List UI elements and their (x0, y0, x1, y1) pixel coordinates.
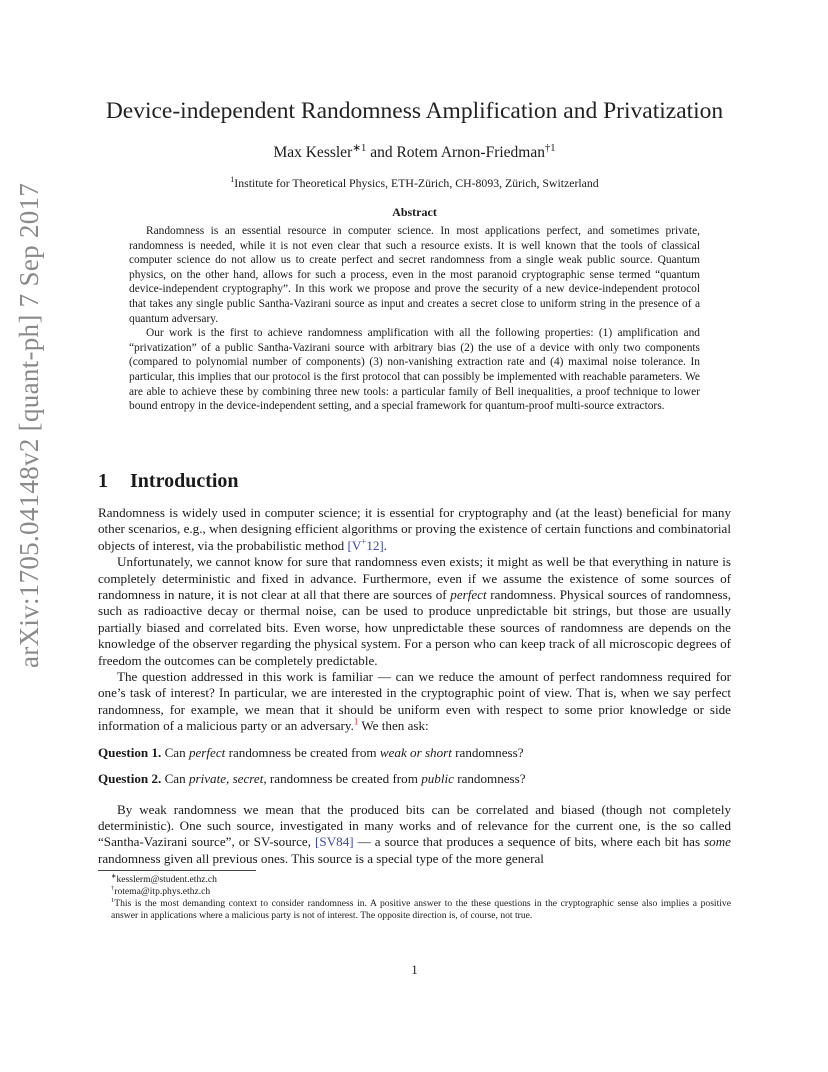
body-paragraph (98, 505, 731, 554)
affiliation-mark: 1 (230, 175, 235, 185)
body-text (98, 505, 731, 867)
emphasis: public (421, 771, 454, 787)
footnote-text: rotema@itp.phys.ethz.ch (114, 886, 211, 897)
text-run: Randomness is widely used in computer science; it is essential for cryptography and (at the least) beneficial for many other scenarios, e.g., when designing efficient algorithms or proving the existence of certain functions and combinatorial objects of interest, via the probabilistic method (98, 505, 731, 553)
text-run: randomness. Physical sources of randomness, such as radioactive decay or thermal noise, can be used to produce unpredictable bit strings, but those are usually partially biased and correlated bits. Even worse, how unpredictable these sources of randomness are depends on the knowledge of the observer regarding the physical system. For a person who can keep track of all microscopic degrees of freedom the outcomes can be completely predictable. (98, 587, 732, 668)
footnote-ref[interactable]: 1 (353, 716, 359, 727)
body-paragraph (98, 554, 731, 669)
section-heading (98, 470, 731, 493)
text-run: — a source that produces a sequence of bits, where each bit has (357, 834, 701, 850)
text-run: . (383, 537, 388, 553)
affiliation (98, 176, 731, 191)
footnote-mark: ∗ (111, 872, 117, 880)
abstract-paragraph: Randomness is an essential resource in computer science. In most applications perfect, and sometimes private, randomness is needed, while it is not even clear that such a resource exists. It is well known that the tools of classical computer science do not allow us to create perfect and secret randomness from a single weak public source. Quantum physics, on the other hand, allows for such a process, even in the most paranoid cryptographic sense termed “quantum device-independent cryptography”. In this work we propose and prove the security of a new device-independent protocol that takes any single public Santha-Vazirani source as input and creates a secret close to uniform string in the presence of a quantum adversary. (129, 225, 700, 325)
author-conjunction: and (370, 144, 393, 161)
cite-text[interactable]: 12] (366, 537, 384, 553)
author-marks: †1 (545, 142, 556, 154)
section-number: 1 (98, 470, 108, 492)
arxiv-identifier: arXiv:1705.04148v2 [quant-ph] 7 Sep 2017 (14, 182, 44, 668)
author-marks: ∗1 (352, 142, 367, 154)
text-run: randomness? (455, 744, 524, 760)
text-run: By weak randomness we mean that the produced bits can be correlated and biased (though not completely deterministic). One such source, investigated in many works and of relevance for the current one, is the so called “Santha-Vazirani source”, or SV-source, (98, 801, 731, 850)
text-run: The question addressed in this work is familiar — can we reduce the amount of perfect randomness required for one’s task of interest? In particular, we are interested in the cryptographic point of view. That is, when we say perfect randomness, for example, we mean that it should be uniform even with respect to some prior knowledge or side information of a malicious party or an adversary. (98, 669, 731, 734)
emphasis: private, secret, (188, 771, 267, 787)
text-run: randomness? (457, 771, 526, 787)
question-2 (98, 771, 731, 787)
footnote (98, 886, 731, 898)
emphasis: perfect (188, 744, 226, 760)
body-paragraph (98, 802, 731, 868)
author-name: Max Kessler (273, 144, 353, 161)
text-run: randomness be created from (228, 744, 377, 760)
text-run: Can (164, 744, 186, 760)
footnote-text: This is the most demanding context to consider randomness in. A positive answer to the these questions in the cryptographic sense also implies a positive answer in applications where a malicious party is not of interest. The opposite direction is, of course, not true. (111, 898, 731, 921)
footnote (98, 874, 731, 886)
author-line (98, 144, 731, 162)
author-name: Rotem Arnon-Friedman (396, 144, 545, 161)
emphasis: perfect (450, 587, 487, 603)
footnote-text: kesslerm@student.ethz.ch (116, 874, 217, 885)
footnotes (98, 870, 731, 922)
footnote-mark: 1 (111, 896, 115, 904)
question-label: Question 2. (98, 771, 162, 787)
footnote-mark: † (111, 884, 115, 892)
text-run: We then ask: (361, 718, 429, 734)
footnote (98, 898, 731, 922)
question-label: Question 1. (98, 744, 162, 760)
abstract-paragraph: Our work is the first to achieve randomness amplification with all the following properties: (1) amplification and “privatization” of a public Santha-Vazirani source with arbitrary bias (2) the use of a device with only two components (compared to polynomial number of components) (3) non-vanishing extraction rate and (4) maximal noise tolerance. In particular, this implies that our protocol is the first protocol that can possibly be implemented with reachable parameters. We are able to achieve these by combining three new tools: a particular family of Bell inequalities, a proof technique to lower bound entropy in the device-independent setting, and a special framework for quantum-proof multi-source extractors. (129, 327, 700, 413)
cite-text[interactable]: [V (347, 537, 362, 553)
page-number: 1 (411, 963, 418, 977)
cite-sup[interactable]: + (361, 536, 367, 547)
affiliation-text: Institute for Theoretical Physics, ETH-Zürich, CH-8093, Zürich, Switzerland (234, 176, 599, 190)
abstract (129, 224, 700, 414)
citation-link[interactable] (347, 538, 383, 553)
question-1 (98, 745, 731, 761)
abstract-heading: Abstract (392, 205, 437, 219)
paper-title: Device-independent Randomness Amplification and Privatization (105, 98, 724, 124)
citation-link[interactable]: [SV84] (315, 834, 354, 850)
text-run: randomness given all previous ones. This source is a special type of the more general (98, 850, 544, 866)
emphasis: weak or short (379, 744, 452, 760)
text-run: Unfortunately, we cannot know for sure that randomness even exists; it might as well be that everything in nature is completely deterministic and fixed in advance. Furthermore, even if we assume the existence of some sources of randomness in nature, it is not clear at all that there are sources of (98, 554, 731, 603)
text-run: Can (164, 771, 186, 787)
section-title: Introduction (130, 470, 239, 492)
text-run: randomness be created from (269, 771, 418, 787)
emphasis: some (704, 834, 731, 850)
footnote-rule (98, 870, 256, 871)
body-paragraph (98, 669, 731, 735)
